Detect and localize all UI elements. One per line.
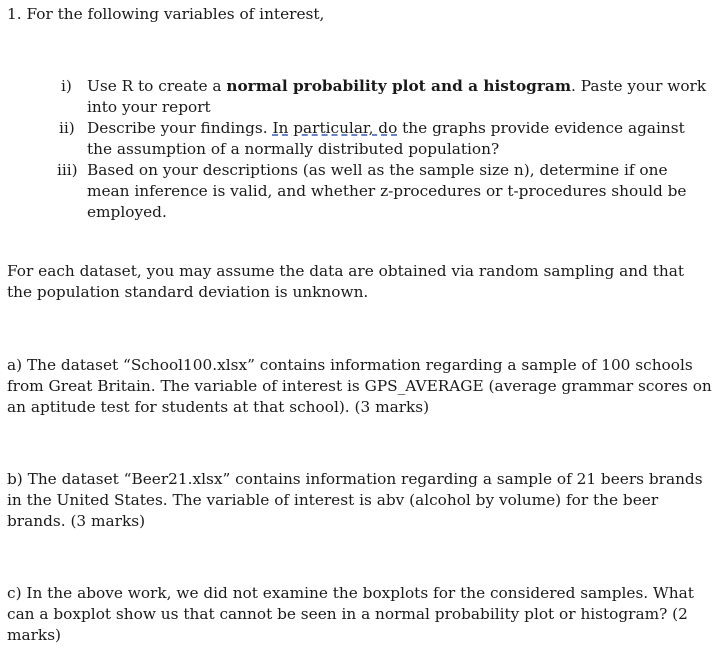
sub-question-list — [0, 76, 721, 223]
question-number: 1. — [7, 5, 22, 23]
sub-question-iii — [0, 160, 707, 223]
part-c: c) In the above work, we did not examine the boxplots for the considered samples. What can a boxplot show us that cannot be seen in a normal probability plot or histogram? (2 marks) — [7, 584, 694, 644]
sub-question-bold-text: normal probability plot and a histogram — [226, 77, 572, 95]
sub-question-marker: ii) — [59, 119, 75, 137]
sub-question-ii — [0, 118, 707, 160]
sub-question-marker: i) — [61, 77, 72, 95]
question-heading-text: For the following variables of interest, — [26, 5, 325, 23]
grammar-flagged-text[interactable]: In particular, do — [272, 119, 398, 137]
question-heading — [7, 4, 713, 25]
dataset-instructions: For each dataset, you may assume the data are obtained via random sampling and that the population standard deviation is unknown. — [7, 262, 684, 301]
sub-question-marker: iii) — [57, 161, 78, 179]
sub-question-text-post: . Paste your work into your report — [87, 77, 707, 116]
sub-question-text: Based on your descriptions (as well as the sample size n), determine if one mean inference is valid, and whether z-procedures or t-procedures should be employed. — [87, 161, 687, 221]
part-b: b) The dataset “Beer21.xlsx” contains information regarding a sample of 21 beers brands in the United States. The variable of interest is abv (alcohol by volume) for the beer brands. (3 marks) — [7, 470, 703, 530]
sub-question-text-pre: Use R to create a — [87, 77, 227, 95]
sub-question-i — [0, 76, 707, 118]
part-a: a) The dataset “School100.xlsx” contains information regarding a sample of 100 schools from Great Britain. The variable of interest is GPS_AVERAGE (average grammar scores on an aptitude test for students at that school). (3 marks) — [7, 356, 712, 416]
sub-question-text-pre: Describe your findings. — [87, 119, 273, 137]
sub-question-text-post: the graphs provide evidence against the assumption of a normally distributed population? — [87, 119, 685, 158]
